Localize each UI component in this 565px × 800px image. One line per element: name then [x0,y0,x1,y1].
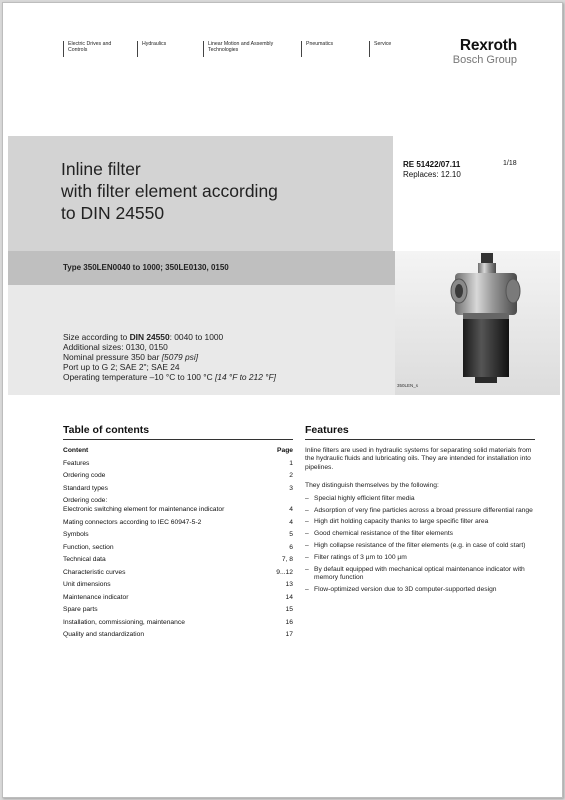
toc-row[interactable]: Function, section 6 [63,543,293,551]
title-line: to DIN 24550 [61,203,165,223]
toc-header: Content Page [63,447,293,454]
toc-row[interactable]: Technical data 7, 8 [63,556,293,563]
rexroth-logo [453,37,517,66]
toc-row[interactable]: Unit dimensions 13 [63,581,293,588]
type-line: Type 350LEN0040 to 1000; 350LE0130, 0150 [63,263,229,272]
features-rule [305,439,535,440]
feature-item: – Special highly efficient filter media [305,495,537,503]
feature-item: – Filter ratings of 3 µm to 100 µm [305,554,537,562]
feature-item: – Flow-optimized version due to 3D computer-supported design [305,586,537,594]
table-of-contents [63,447,293,644]
feature-item: – High collapse resistance of the filter elements (e.g. in case of cold start) [305,542,537,550]
toc-row[interactable]: Quality and standardization 17 [63,631,293,638]
nav-pneumatics[interactable]: Pneumatics [301,41,333,57]
spec-additional: Additional sizes: 0130, 0150 [63,342,168,352]
toc-row[interactable]: Symbols 5 [63,531,293,538]
toc-row[interactable]: Standard types 3 [63,484,293,492]
features-title: Features [305,424,349,436]
document-number: RE 51422/07.11 [403,160,461,169]
document-title [61,158,278,224]
features-section [305,447,537,598]
logo-group: Bosch Group [452,54,517,66]
toc-title: Table of contents [63,424,150,436]
nav-service[interactable]: Service [369,41,391,57]
toc-row: Ordering code: [63,497,108,504]
toc-row[interactable]: Spare parts 15 [63,606,293,613]
document-number-block [403,160,461,180]
feature-item: – By default equipped with mechanical optical maintenance indicator with memory function [305,566,537,583]
photo-caption: 350LEN_s [397,383,419,388]
page-number: 1/18 [503,160,517,167]
spec-size: Size according to DIN 24550: 0040 to 1000 [63,332,224,342]
toc-row[interactable]: Maintenance indicator 14 [63,593,293,601]
features-list [305,495,537,595]
datasheet-page [2,2,563,798]
toc-row[interactable]: Ordering code 2 [63,472,293,479]
toc-row[interactable]: Installation, commissioning, maintenance 16 [63,618,293,626]
toc-row[interactable]: Characteristic curves 9...12 [63,568,293,576]
spec-temperature: Operating temperature –10 °C to 100 °C [14 °F to 212 °F] [63,372,276,382]
replaces-note: Replaces: 12.10 [403,170,461,179]
spec-summary [63,332,276,382]
logo-brand: Rexroth [459,37,517,54]
title-line: with filter element according [61,181,278,201]
spec-pressure: Nominal pressure 350 bar [5079 psi] [63,352,199,362]
product-photo [395,251,560,395]
inline-filter-image [395,251,560,395]
feature-item: – Good chemical resistance of the filter elements [305,530,537,538]
feature-item: – High dirt holding capacity thanks to large specific filter area [305,518,537,526]
nav-hydraulics[interactable]: Hydraulics [137,41,166,57]
feature-item: – Adsorption of very fine particles across a broad pressure differential range [305,507,537,515]
toc-row[interactable]: Electronic switching element for maintenance indicator 4 [63,506,293,513]
title-line: Inline filter [61,159,141,179]
toc-row[interactable]: Features 1 [63,459,293,467]
nav-linear-motion[interactable]: Linear Motion and Assembly Technologies [203,41,288,57]
toc-row[interactable]: Mating connectors according to IEC 60947-5-2 4 [63,518,293,526]
features-lead: They distinguish themselves by the following: [305,482,439,490]
features-intro: Inline filters are used in hydraulic systems for separating solid materials from the hydraulic fluids and lubricating oils. They are intended for installation into pipelines. [305,447,532,471]
toc-rule [63,439,293,440]
spec-port: Port up to G 2; SAE 2"; SAE 24 [63,362,180,372]
nav-electric-drives[interactable]: Electric Drives and Controls [63,41,130,57]
